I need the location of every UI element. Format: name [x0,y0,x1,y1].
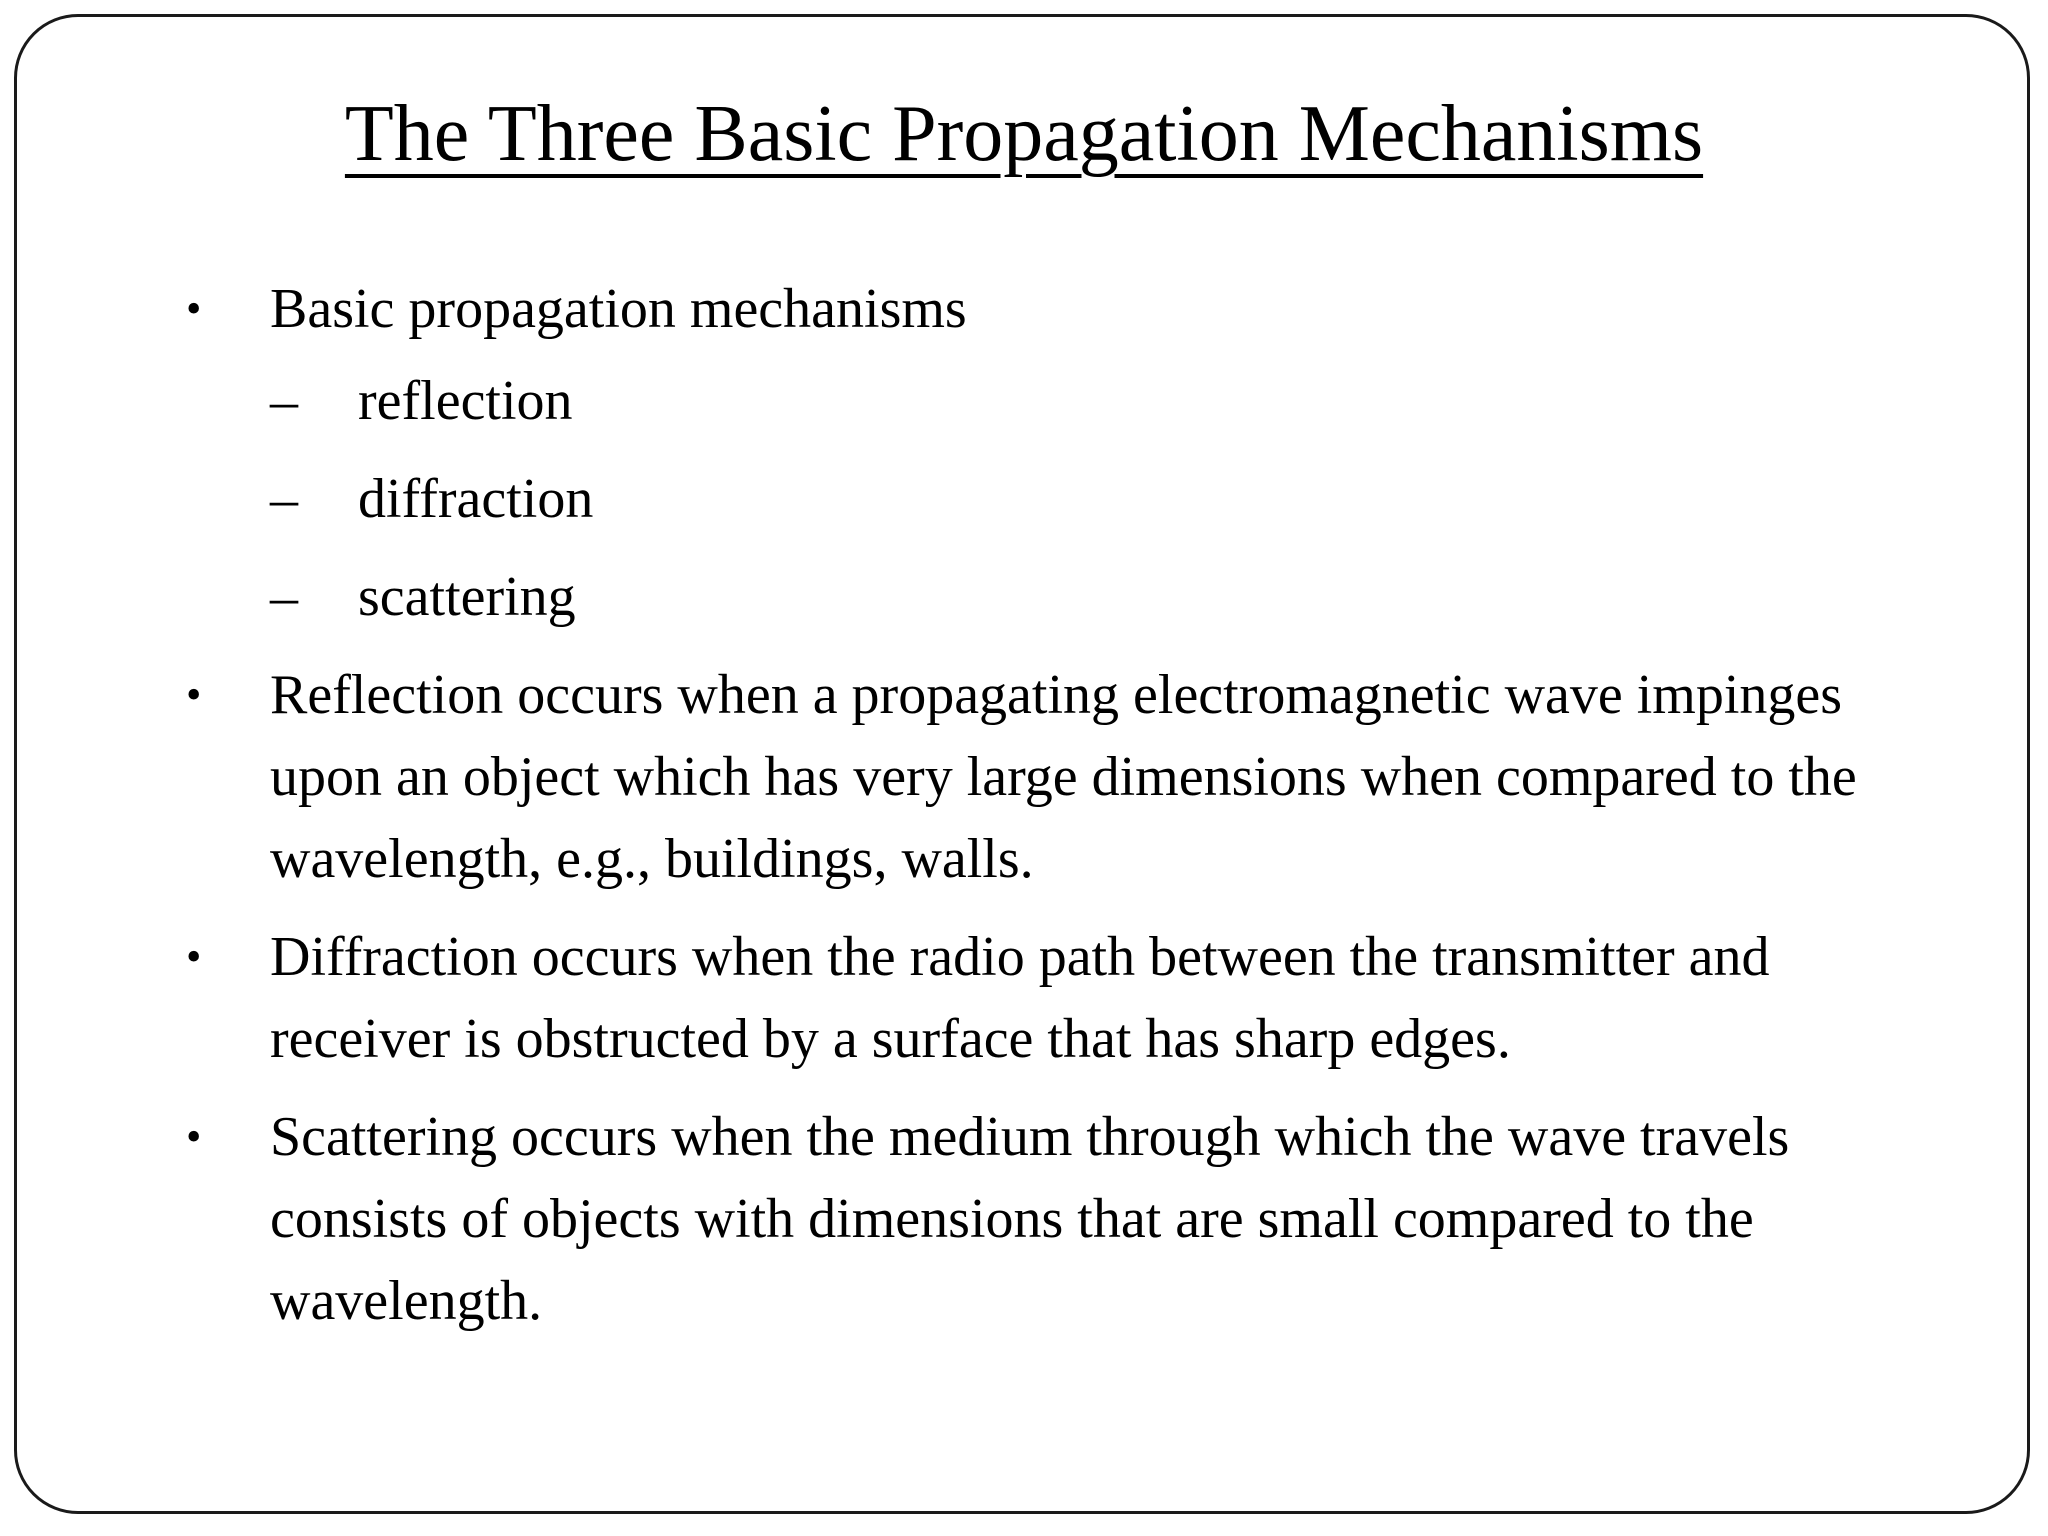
sub-bullet-marker: – [270,370,298,432]
sub-bullet-text: scattering [358,566,576,628]
bullet-item [180,268,1900,638]
bullet-marker: • [186,284,202,333]
sub-bullet-list [270,360,1900,638]
bullet-text: Diffraction occurs when the radio path between the transmitter and receiver is obstructed by a surface that has sharp edges. [270,926,1770,1070]
bullet-marker: • [186,932,202,981]
sub-bullet-marker: – [270,468,298,530]
slide-title: The Three Basic Propagation Mechanisms [344,90,1704,178]
sub-bullet-item [270,458,1900,540]
bullet-marker: • [186,670,202,719]
sub-bullet-item [270,360,1900,442]
bullet-item [180,654,1900,900]
bullet-list [180,268,1900,1358]
sub-bullet-text: diffraction [358,468,594,530]
bullet-item [180,916,1900,1080]
bullet-text: Scattering occurs when the medium through which the wave travels consists of objects with dimensions that are small compared to the wavelength. [270,1106,1790,1332]
bullet-text: Basic propagation mechanisms [270,278,967,340]
sub-bullet-item [270,556,1900,638]
bullet-item [180,1096,1900,1342]
sub-bullet-marker: – [270,566,298,628]
bullet-text: Reflection occurs when a propagating electromagnetic wave impinges upon an object which has very large dimensions when compared to the wavelength, e.g., buildings, walls. [270,664,1857,890]
sub-bullet-text: reflection [358,370,573,432]
bullet-marker: • [186,1112,202,1161]
